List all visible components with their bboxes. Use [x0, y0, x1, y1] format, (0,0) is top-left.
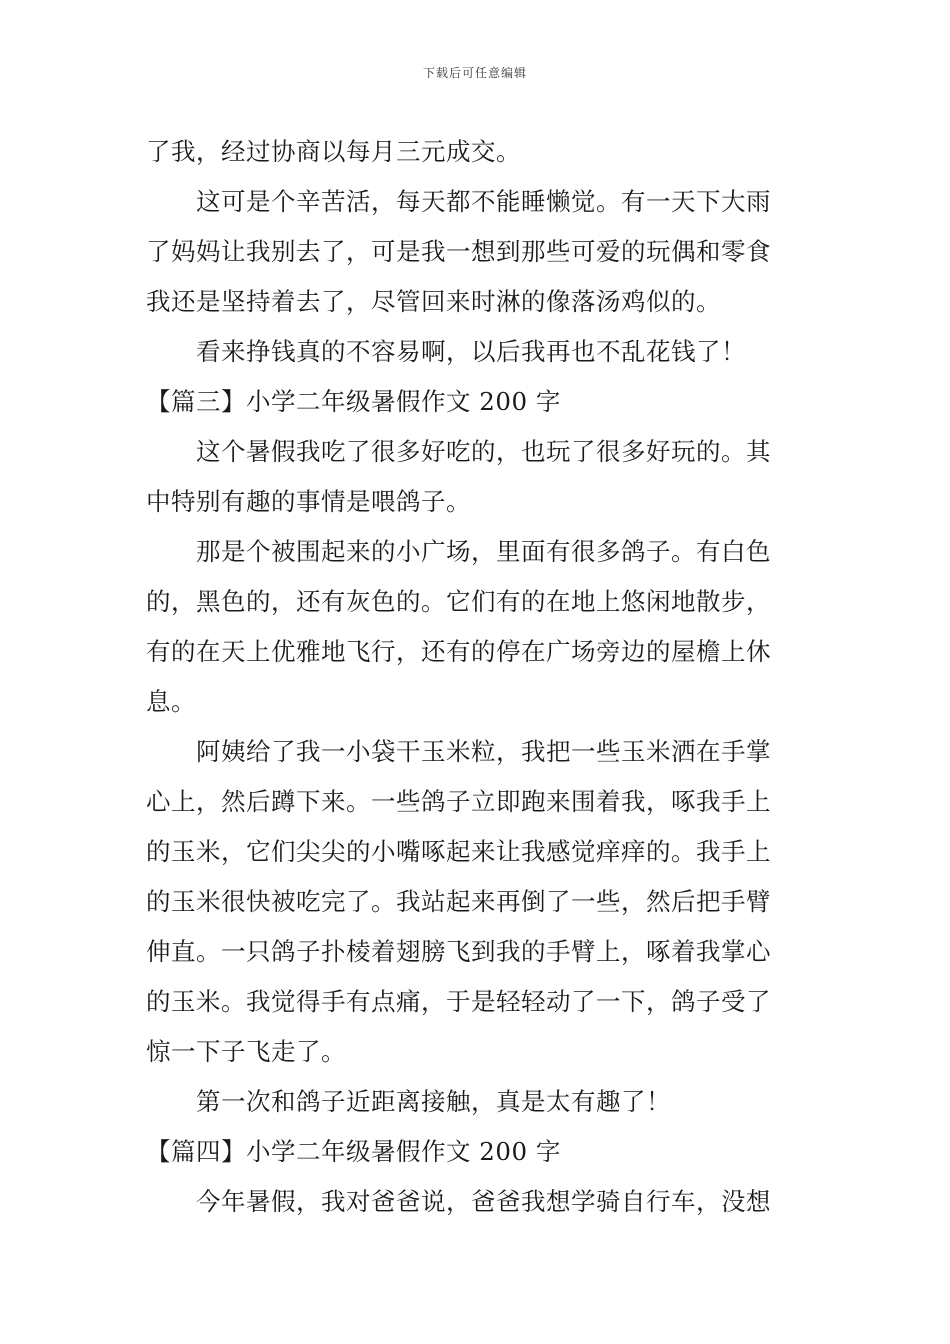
text-line: 惊一下子飞走了。	[146, 1037, 346, 1066]
text-line: 看来挣钱真的不容易啊，以后我再也不乱花钱了！	[196, 337, 746, 366]
document-body	[146, 127, 808, 1227]
text-line: 的玉米，它们尖尖的小嘴啄起来让我感觉痒痒的。我手上	[146, 837, 771, 866]
text-line: 中特别有趣的事情是喂鸽子。	[146, 487, 471, 516]
section-heading: 【篇三】小学二年级暑假作文 200 字	[146, 387, 561, 416]
section-heading: 【篇四】小学二年级暑假作文 200 字	[146, 1137, 561, 1166]
text-line: 了我，经过协商以每月三元成交。	[146, 137, 521, 166]
text-line: 我还是坚持着去了，尽管回来时淋的像落汤鸡似的。	[146, 287, 721, 316]
text-line: 心上，然后蹲下来。一些鸽子立即跑来围着我，啄我手上	[146, 787, 771, 816]
text-line: 的玉米。我觉得手有点痛，于是轻轻动了一下，鸽子受了	[146, 987, 771, 1016]
page-header: 下载后可任意编辑	[422, 66, 527, 80]
text-line: 伸直。一只鸽子扑棱着翅膀飞到我的手臂上，啄着我掌心	[146, 937, 771, 966]
text-line: 的，黑色的，还有灰色的。它们有的在地上悠闲地散步，	[146, 587, 771, 616]
text-line: 了妈妈让我别去了，可是我一想到那些可爱的玩偶和零食	[146, 237, 771, 266]
text-line: 的玉米很快被吃完了。我站起来再倒了一些，然后把手臂	[146, 887, 771, 916]
text-line: 那是个被围起来的小广场，里面有很多鸽子。有白色	[196, 537, 771, 566]
text-line: 今年暑假，我对爸爸说，爸爸我想学骑自行车，没想	[196, 1187, 771, 1216]
text-line: 这可是个辛苦活，每天都不能睡懒觉。有一天下大雨	[196, 187, 771, 216]
text-line: 第一次和鸽子近距离接触，真是太有趣了！	[196, 1087, 671, 1116]
text-line: 有的在天上优雅地飞行，还有的停在广场旁边的屋檐上休	[146, 637, 771, 666]
text-line: 阿姨给了我一小袋干玉米粒，我把一些玉米洒在手掌	[196, 737, 771, 766]
text-line: 这个暑假我吃了很多好吃的，也玩了很多好玩的。其	[196, 437, 771, 466]
text-line: 息。	[146, 687, 196, 716]
